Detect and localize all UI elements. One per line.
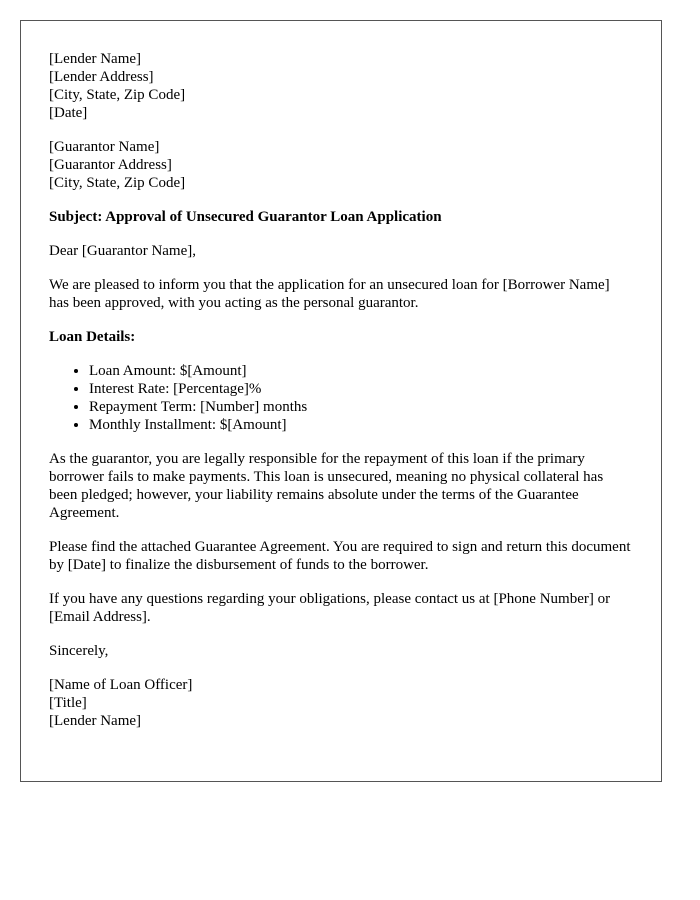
recipient-block xyxy=(49,138,633,192)
loan-officer-name: [Name of Loan Officer] xyxy=(49,677,193,693)
intro-paragraph: We are pleased to inform you that the application for an unsecured loan for [Borrower Name] has been approved, with you acting as the personal guarantor. xyxy=(49,277,610,311)
lender-city: [City, State, Zip Code] xyxy=(49,87,186,103)
guarantor-address: [Guarantor Address] xyxy=(49,157,172,173)
loan-officer-title: [Title] xyxy=(49,695,87,711)
subject-line: Subject: Approval of Unsecured Guarantor Loan Application xyxy=(49,209,442,225)
guarantor-name: [Guarantor Name] xyxy=(49,139,160,155)
loan-details-heading: Loan Details: xyxy=(49,329,136,345)
contact-paragraph: If you have any questions regarding your obligations, please contact us at [Phone Number] or [Email Address]. xyxy=(49,591,611,625)
letter-date: [Date] xyxy=(49,105,88,121)
signature-lender-name: [Lender Name] xyxy=(49,713,142,729)
guarantor-city: [City, State, Zip Code] xyxy=(49,175,186,191)
list-item: • Repayment Term: [Number] months xyxy=(89,398,633,416)
list-item: • Loan Amount: $[Amount] xyxy=(89,362,633,380)
salutation: Dear [Guarantor Name], xyxy=(49,243,197,259)
letter xyxy=(20,20,662,782)
closing: Sincerely, xyxy=(49,643,109,659)
list-item: • Interest Rate: [Percentage]% xyxy=(89,380,633,398)
sender-block xyxy=(49,50,633,122)
liability-paragraph: As the guarantor, you are legally responsible for the repayment of this loan if the primary borrower fails to make payments. This loan is unsecured, meaning no physical collateral has been pledged; however, your liability remains absolute under the terms of the Guarantee Agreement. xyxy=(49,451,604,521)
list-item: • Monthly Installment: $[Amount] xyxy=(89,416,633,434)
lender-name: [Lender Name] xyxy=(49,51,142,67)
signature-block xyxy=(49,676,633,730)
lender-address: [Lender Address] xyxy=(49,69,154,85)
instructions-paragraph: Please find the attached Guarantee Agreement. You are required to sign and return this document by [Date] to finalize the disbursement of funds to the borrower. xyxy=(49,539,631,573)
loan-details-list xyxy=(49,362,633,434)
